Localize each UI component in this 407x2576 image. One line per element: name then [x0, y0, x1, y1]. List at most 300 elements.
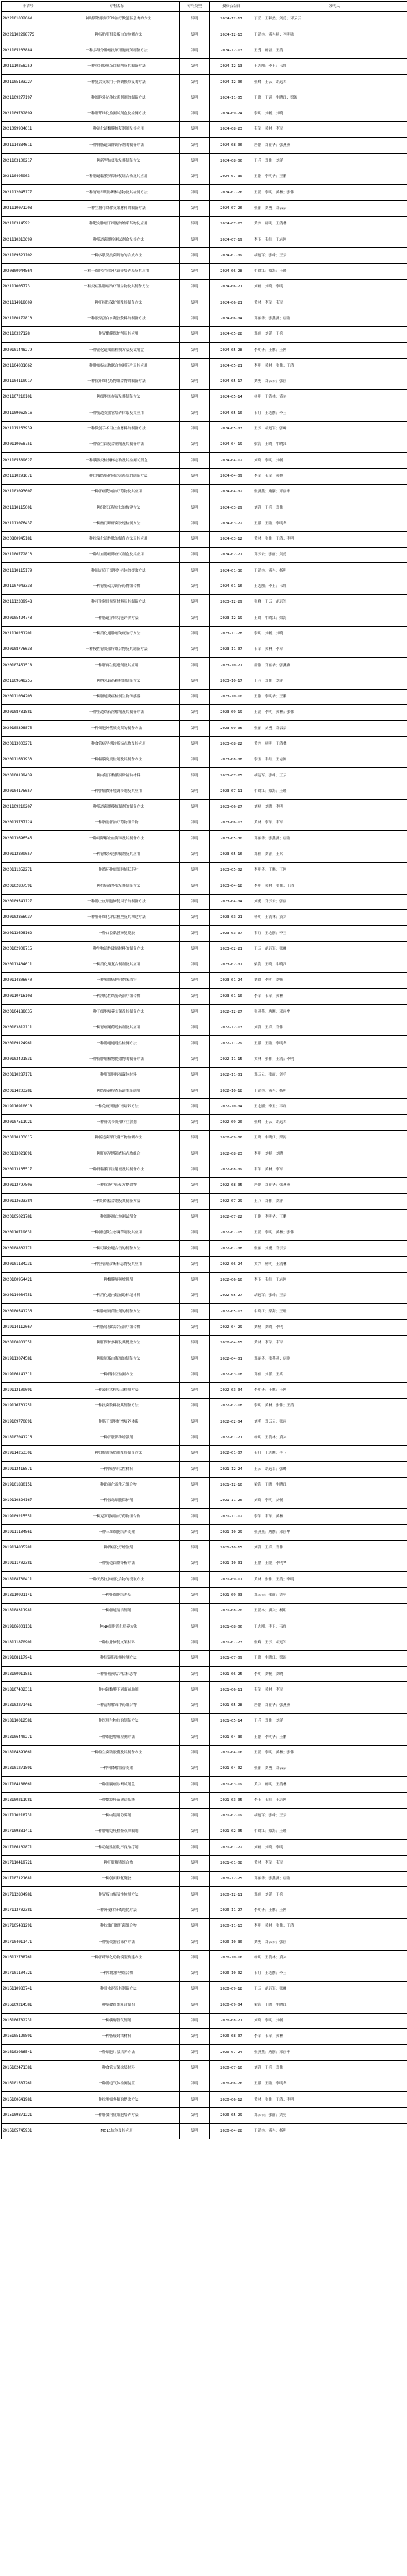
table-row [2, 311, 407, 326]
cell-patent-type: 发明 [180, 1225, 210, 1240]
table-row [2, 75, 407, 90]
cell-patent-name: 一种肠道通透性检测方法 [54, 1036, 180, 1052]
cell-patent-name: 一种膳食纤维复合制剂 [54, 1997, 180, 2013]
cell-inventors: 牛晓江；梁海；王晓 [253, 1304, 407, 1319]
cell-inventors: 黄兴；杨明；王清林 [253, 1257, 407, 1272]
cell-application-no: 2019114263301 [2, 1446, 54, 1462]
cell-grant-date: 2023-11-07 [210, 642, 253, 657]
cell-inventors: 刘畅；刘晓；李明 [253, 280, 407, 295]
cell-patent-type: 发明 [180, 153, 210, 169]
cell-application-no: 2020102866937 [2, 909, 54, 925]
cell-application-no: 2020111004203 [2, 689, 54, 704]
cell-inventors: 张峰；王云；胡远军 [253, 1114, 407, 1130]
table-row [2, 1446, 407, 1462]
cell-application-no: 2017105481291 [2, 1918, 54, 1934]
cell-patent-type: 发明 [180, 1524, 210, 1540]
cell-application-no: 2020100954421 [2, 1272, 54, 1288]
cell-patent-name: 一种抗菌敷料及其制备方法 [54, 1399, 180, 1414]
cell-grant-date: 2021-01-08 [210, 1855, 253, 1871]
table-row [2, 705, 407, 721]
cell-application-no: 2021099934611 [2, 122, 54, 138]
cell-inventors: 刘晓；李明；刘畅 [253, 2013, 407, 2028]
cell-inventors: 张丽；刘勇；邓云云 [253, 721, 407, 736]
cell-patent-type: 发明 [180, 831, 210, 847]
cell-patent-type: 发明 [180, 1446, 210, 1462]
cell-grant-date: 2024-02-27 [210, 548, 253, 563]
cell-application-no: 2017113702381 [2, 1903, 54, 1918]
cell-application-no: 2020107511921 [2, 1114, 54, 1130]
table-row [2, 468, 407, 484]
table-row [2, 1966, 407, 1981]
cell-patent-name: 一种细胞增殖检测方法 [54, 1729, 180, 1745]
cell-inventors: 王云；胡远军；张峰 [253, 421, 407, 437]
table-row [2, 1887, 407, 1903]
table-row [2, 721, 407, 736]
cell-patent-name: 一种胶原蛋白海绵的制备方法 [54, 1351, 180, 1367]
table-row [2, 1430, 407, 1445]
cell-application-no: 2020111681933 [2, 752, 54, 767]
cell-patent-type: 发明 [180, 1020, 210, 1036]
cell-grant-date: 2023-06-13 [210, 815, 253, 831]
cell-patent-name: 一种可吸收缝合线的制备方法 [54, 1241, 180, 1257]
cell-application-no: 2017109381411 [2, 1824, 54, 1840]
table-row [2, 1004, 407, 1020]
cell-grant-date: 2021-09-03 [210, 1587, 253, 1603]
cell-grant-date: 2024-05-21 [210, 358, 253, 374]
cell-application-no: 2020102807591 [2, 878, 54, 894]
cell-patent-name: 一种黏膜疫苗递送系统 [54, 1792, 180, 1808]
cell-application-no: 2021105203884 [2, 43, 54, 58]
cell-inventors: 牛晓江；梁海；王晓 [253, 263, 407, 279]
cell-grant-date: 2022-05-27 [210, 1288, 253, 1304]
table-row [2, 200, 407, 216]
cell-inventors: 李明华；王鹏；王刚 [253, 1382, 407, 1398]
table-row [2, 138, 407, 153]
cell-grant-date: 2024-05-28 [210, 326, 253, 342]
cell-patent-type: 发明 [180, 1493, 210, 1508]
cell-inventors: 王刚；李明华；王鹏 [253, 689, 407, 704]
cell-patent-name: 一种胃癌耐药逆转剂及其应用 [54, 1020, 180, 1036]
cell-grant-date: 2022-01-07 [210, 1446, 253, 1462]
table-row [2, 1997, 407, 2013]
cell-patent-type: 发明 [180, 1052, 210, 1067]
cell-inventors: 刘畅；刘晓；李明 [253, 799, 407, 815]
cell-patent-name: 一种抗纤维化药物组合物的制备方法 [54, 374, 180, 389]
cell-patent-name: 一种可降解止血海绵及其制备方法 [54, 831, 180, 847]
cell-patent-name: 一种胃黏膜保护剂及其应用 [54, 326, 180, 342]
cell-grant-date: 2021-02-19 [210, 1808, 253, 1824]
table-row [2, 326, 407, 342]
cell-patent-type: 发明 [180, 815, 210, 831]
cell-patent-name: 一种胃酸分泌抑制剂及其应用 [54, 847, 180, 862]
table-row [2, 1414, 407, 1430]
cell-patent-type: 发明 [180, 2029, 210, 2045]
cell-application-no: 2021104031062 [2, 358, 54, 374]
table-row [2, 405, 407, 421]
cell-patent-name: 一种黏膜屏障增强剂 [54, 1272, 180, 1288]
cell-patent-name: 一种功能性消化不良治疗剂 [54, 1840, 180, 1855]
table-row [2, 1524, 407, 1540]
cell-application-no: 2017107121681 [2, 1872, 54, 1887]
cell-patent-name: 一种肠道气体检测装置 [54, 2076, 180, 2091]
col-grant-date: 授权公告日 [210, 2, 253, 12]
cell-patent-type: 发明 [180, 75, 210, 90]
table-row [2, 1934, 407, 1950]
cell-application-no: 2021109277197 [2, 90, 54, 106]
cell-patent-name: 一种时滞性胶原纤维治疗微创肠息肉的方法 [54, 12, 180, 27]
table-row [2, 1162, 407, 1177]
table-row [2, 926, 407, 941]
cell-inventors: 王清林；黄兴；杨明 [253, 1603, 407, 1619]
cell-patent-type: 发明 [180, 185, 210, 200]
cell-patent-name: 一种胃肠道菌群调节剂的制备方法 [54, 138, 180, 153]
table-row [2, 1209, 407, 1225]
cell-inventors: 杨明；王清林；黄兴 [253, 909, 407, 925]
cell-grant-date: 2021-04-30 [210, 1729, 253, 1745]
cell-patent-type: 发明 [180, 1667, 210, 1682]
cell-grant-date: 2024-05-14 [210, 390, 253, 405]
cell-grant-date: 2022-04-01 [210, 1351, 253, 1367]
cell-patent-type: 发明 [180, 216, 210, 232]
table-row [2, 768, 407, 784]
cell-application-no: 2020110716108 [2, 989, 54, 1004]
cell-patent-type: 发明 [180, 1319, 210, 1335]
cell-patent-name: 一种可注射骨修复材料及其制备方法 [54, 594, 180, 610]
cell-patent-type: 发明 [180, 736, 210, 752]
table-row [2, 153, 407, 169]
cell-application-no: 2021105103227 [2, 75, 54, 90]
table-row [2, 989, 407, 1004]
cell-inventors: 王云；胡远军；张峰 [253, 1462, 407, 1477]
cell-patent-type: 发明 [180, 626, 210, 642]
cell-grant-date: 2021-10-15 [210, 1540, 253, 1556]
cell-application-no: 2021115253939 [2, 421, 54, 437]
cell-patent-type: 发明 [180, 390, 210, 405]
cell-patent-name: 一种胰酶替代制剂 [54, 2013, 180, 2028]
cell-application-no: 2020102908715 [2, 941, 54, 957]
cell-patent-type: 发明 [180, 1761, 210, 1776]
cell-patent-type: 发明 [180, 1934, 210, 1950]
cell-inventors: 李明；刘畅；刘晓 [253, 626, 407, 642]
cell-application-no: 2020113698162 [2, 926, 54, 941]
table-row [2, 1351, 407, 1367]
cell-patent-type: 发明 [180, 973, 210, 989]
table-row [2, 673, 407, 689]
cell-inventors: 刘畅；刘晓；李明 [253, 1840, 407, 1855]
cell-application-no: 2020112797506 [2, 1177, 54, 1193]
cell-patent-type: 发明 [180, 1587, 210, 1603]
table-row [2, 516, 407, 531]
cell-patent-type: 发明 [180, 1950, 210, 1966]
cell-application-no: 2021114918009 [2, 295, 54, 311]
cell-inventors: 刘勇；邓云云；张丽 [253, 1934, 407, 1950]
cell-patent-name: 一种消化道出血检测方法及试剂盒 [54, 343, 180, 358]
cell-inventors: 王志刚；李玉；韦红 [253, 58, 407, 74]
cell-patent-type: 发明 [180, 2092, 210, 2108]
cell-patent-name: 一种三维细胞培养支架 [54, 1524, 180, 1540]
cell-inventors: 邓伟；刘洋；王兵 [253, 326, 407, 342]
cell-application-no: 2020109124961 [2, 1036, 54, 1052]
cell-application-no: 2020108189439 [2, 768, 54, 784]
cell-application-no: 2021109648255 [2, 673, 54, 689]
cell-patent-type: 发明 [180, 169, 210, 184]
table-row [2, 1099, 407, 1114]
cell-patent-name: 一种消化道肿瘤免疫治疗方法 [54, 626, 180, 642]
cell-patent-name: 一种短链脂肪酸检测方法 [54, 1650, 180, 1666]
cell-application-no: 202110314592 [2, 216, 54, 232]
cell-patent-name: 一种新型抗炎肽及其制备方法 [54, 153, 180, 169]
cell-grant-date: 2023-10-10 [210, 689, 253, 704]
cell-patent-name: 一种多组分肿瘤抗原细胞疫苗制备方法 [54, 43, 180, 58]
cell-grant-date: 2023-02-07 [210, 957, 253, 972]
cell-grant-date: 2023-04-04 [210, 894, 253, 909]
cell-grant-date: 2023-03-07 [210, 926, 253, 941]
table-row [2, 248, 407, 263]
cell-application-no: 2019111134861 [2, 1524, 54, 1540]
table-row [2, 2092, 407, 2108]
cell-grant-date: 2023-12-29 [210, 594, 253, 610]
cell-patent-name: 一种细胞外基质支架的制备方法 [54, 721, 180, 736]
cell-inventors: 王云；胡远军；张峰 [253, 1982, 407, 1997]
cell-application-no: 2019113074581 [2, 1351, 54, 1367]
cell-patent-type: 发明 [180, 106, 210, 121]
table-row [2, 863, 407, 878]
cell-grant-date: 2021-02-05 [210, 1824, 253, 1840]
cell-inventors: 李军；韦军；黄林 [253, 989, 407, 1004]
cell-application-no: 2020108731881 [2, 705, 54, 721]
cell-inventors: 张峰；王云；胡远军 [253, 594, 407, 610]
cell-grant-date: 2021-08-20 [210, 1603, 253, 1619]
cell-inventors: 张丽；刘勇；邓云云 [253, 1241, 407, 1257]
table-row [2, 658, 407, 673]
cell-patent-type: 发明 [180, 1414, 210, 1430]
cell-application-no: 2020103812111 [2, 1020, 54, 1036]
table-row [2, 2013, 407, 2028]
table-row [2, 1335, 407, 1351]
cell-inventors: 王晓；牛晓江；梁海 [253, 610, 407, 626]
cell-inventors: 刘洋；王兵；邓伟 [253, 1020, 407, 1036]
cell-grant-date: 2021-01-22 [210, 1840, 253, 1855]
cell-grant-date: 2022-03-04 [210, 1382, 253, 1398]
cell-inventors: 张燕燕；唐刚；邓丽华 [253, 484, 407, 500]
patent-table [1, 1, 407, 2139]
cell-inventors: 王清林；黄兴；杨明 [253, 1083, 407, 1099]
table-row [2, 1114, 407, 1130]
table-row [2, 1824, 407, 1840]
cell-patent-type: 发明 [180, 1462, 210, 1477]
cell-patent-type: 发明 [180, 122, 210, 138]
cell-patent-type: 发明 [180, 689, 210, 704]
cell-inventors: 杨明；王清林；黄兴 [253, 390, 407, 405]
cell-grant-date: 2020-06-12 [210, 2092, 253, 2108]
cell-patent-type: 发明 [180, 453, 210, 468]
cell-application-no: 2019109215551 [2, 1509, 54, 1524]
cell-grant-date: 2023-04-18 [210, 878, 253, 894]
cell-patent-type: 发明 [180, 721, 210, 736]
cell-grant-date: 2020-04-28 [210, 2123, 253, 2139]
cell-application-no: 2019101880151 [2, 1477, 54, 1493]
cell-patent-name: 一种多肽类抗菌药物的合成方法 [54, 248, 180, 263]
cell-grant-date: 2024-01-30 [210, 563, 253, 579]
cell-grant-date: 2020-09-04 [210, 1997, 253, 2013]
cell-application-no: 2019112109091 [2, 1382, 54, 1398]
cell-inventors: 韦军；黄林；李军 [253, 122, 407, 138]
cell-inventors: 韦军；黄林；李军 [253, 642, 407, 657]
cell-patent-type: 发明 [180, 138, 210, 153]
cell-patent-type: 发明 [180, 1067, 210, 1083]
cell-application-no: 2018110921141 [2, 1587, 54, 1603]
cell-patent-name: 一种肿瘤微环境调节剂及其应用 [54, 784, 180, 799]
cell-application-no: 202110327128 [2, 326, 54, 342]
table-row [2, 1682, 407, 1698]
table-row [2, 1462, 407, 1477]
table-row [2, 815, 407, 831]
cell-grant-date: 2022-10-18 [210, 1083, 253, 1099]
cell-patent-name: 一种口腔护理组合物 [54, 1966, 180, 1981]
cell-inventors: 张丽；刘勇；邓云云 [253, 1761, 407, 1776]
cell-grant-date: 2023-10-17 [210, 673, 253, 689]
cell-patent-type: 发明 [180, 326, 210, 342]
table-row [2, 43, 407, 58]
cell-inventors: 李玉；韦红；王志刚 [253, 1272, 407, 1288]
table-row [2, 957, 407, 972]
cell-inventors: 胡远军；张峰；王云 [253, 1808, 407, 1824]
table-row [2, 106, 407, 121]
cell-patent-type: 发明 [180, 1304, 210, 1319]
cell-inventors: 韦红；王志刚；李玉 [253, 926, 407, 941]
cell-grant-date: 2024-12-13 [210, 43, 253, 58]
cell-application-no: 2021110261201 [2, 626, 54, 642]
cell-patent-name: 一种可降解血管支架 [54, 1761, 180, 1776]
header-row [2, 2, 407, 12]
cell-inventors: 邓云云；张丽；刘勇 [253, 1587, 407, 1603]
table-row [2, 1399, 407, 1414]
cell-grant-date: 2021-11-12 [210, 1509, 253, 1524]
cell-grant-date: 2020-07-24 [210, 2045, 253, 2060]
cell-patent-type: 发明 [180, 1698, 210, 1713]
cell-inventors: 李明；黄林；张伟；王清 [253, 358, 407, 374]
cell-patent-name: 一种口腔黏膜修复凝胶 [54, 926, 180, 941]
cell-patent-type: 发明 [180, 1997, 210, 2013]
cell-grant-date: 2023-01-24 [210, 973, 253, 989]
cell-inventors: 唐刚；邓丽华；张燕燕 [253, 1177, 407, 1193]
cell-patent-name: 一种抗肿瘤多糖的提取方法 [54, 2092, 180, 2108]
table-header [2, 2, 407, 12]
cell-application-no: 2021103100217 [2, 153, 54, 169]
cell-grant-date: 2022-07-15 [210, 1225, 253, 1240]
cell-patent-name: 一种益生菌复合制剂及其制备方法 [54, 437, 180, 453]
cell-application-no: 2020113003271 [2, 736, 54, 752]
cell-grant-date: 2020-10-02 [210, 1966, 253, 1981]
table-row [2, 1477, 407, 1493]
cell-grant-date: 2020-11-27 [210, 1903, 253, 1918]
cell-patent-type: 发明 [180, 263, 210, 279]
cell-patent-type: 发明 [180, 1808, 210, 1824]
cell-patent-type: 发明 [180, 2108, 210, 2123]
table-row [2, 1304, 407, 1319]
cell-patent-type: 发明 [180, 12, 210, 27]
cell-patent-name: 一种组织工程皮肤的构建方法 [54, 500, 180, 516]
cell-inventors: 邓丽华；张燕燕；唐刚 [253, 311, 407, 326]
table-row [2, 421, 407, 437]
cell-application-no: 2020105398875 [2, 721, 54, 736]
cell-application-no: 2019109770891 [2, 1414, 54, 1430]
cell-grant-date: 2021-07-09 [210, 1650, 253, 1666]
cell-inventors: 王兵；邓伟；刘洋 [253, 153, 407, 169]
cell-grant-date: 2023-12-19 [210, 610, 253, 626]
cell-inventors: 张丽；刘勇；邓云云 [253, 200, 407, 216]
cell-inventors: 杨明；王清林；黄兴 [253, 1430, 407, 1445]
cell-grant-date: 2021-03-05 [210, 1792, 253, 1808]
cell-patent-name: 一种胃肠动力调节药物组合物 [54, 579, 180, 594]
cell-grant-date: 2024-12-13 [210, 58, 253, 74]
cell-inventors: 刘洋；王兵；邓伟 [253, 2060, 407, 2076]
cell-patent-type: 发明 [180, 2013, 210, 2028]
cell-inventors: 张峰；王云；胡远军 [253, 75, 407, 90]
cell-patent-name: 一种肝保护多糖及其提取方法 [54, 1335, 180, 1351]
cell-patent-name: 一种胆管癌诊断标志物及其应用 [54, 1257, 180, 1272]
cell-patent-type: 发明 [180, 232, 210, 248]
cell-application-no: 2019114805281 [2, 1540, 54, 1556]
cell-patent-type: 发明 [180, 200, 210, 216]
cell-patent-name: 一种肠道菌群检测试剂盒及其方法 [54, 232, 180, 248]
cell-grant-date: 2024-12-06 [210, 75, 253, 90]
cell-patent-type: 发明 [180, 1572, 210, 1587]
table-row [2, 736, 407, 752]
cell-inventors: 张燕燕；唐刚；邓丽华 [253, 1524, 407, 1540]
cell-application-no: 2020110719031 [2, 1225, 54, 1240]
cell-application-no: 2019112416871 [2, 1462, 54, 1477]
cell-inventors: 李军；韦军；黄林 [253, 468, 407, 484]
cell-application-no: 2020101448279 [2, 343, 54, 358]
cell-patent-type: 发明 [180, 421, 210, 437]
cell-grant-date: 2021-03-19 [210, 1777, 253, 1792]
table-row [2, 626, 407, 642]
cell-grant-date: 2020-12-25 [210, 1872, 253, 1887]
table-row [2, 2076, 407, 2091]
table-row [2, 216, 407, 232]
cell-patent-name: 一种肝再生促进剂及其应用 [54, 658, 180, 673]
cell-patent-type: 发明 [180, 405, 210, 421]
cell-patent-name: 一种细胞冻存液及其制备方法 [54, 390, 180, 405]
cell-patent-type: 发明 [180, 43, 210, 58]
cell-patent-name: 一种助消化益生元组合物 [54, 1477, 180, 1493]
cell-inventors: 杨明；王清林；黄兴 [253, 1950, 407, 1966]
cell-patent-type: 发明 [180, 1824, 210, 1840]
table-row [2, 1131, 407, 1146]
cell-grant-date: 2022-06-24 [210, 1257, 253, 1272]
cell-application-no: 2018107041216 [2, 1430, 54, 1445]
table-row [2, 531, 407, 547]
cell-grant-date: 2021-10-01 [210, 1556, 253, 1572]
cell-inventors: 李明；刘畅；刘晓 [253, 106, 407, 121]
table-row [2, 1698, 407, 1713]
cell-patent-name: 一种克罗恩病治疗药物组合物 [54, 1509, 180, 1524]
cell-application-no: 2021107210101 [2, 390, 54, 405]
cell-patent-name: 一种生物活性玻璃材料的制备方法 [54, 941, 180, 957]
cell-patent-name: 一种细胞凋亡检测试剂盒 [54, 1209, 180, 1225]
cell-patent-type: 发明 [180, 563, 210, 579]
cell-patent-name: 一种生物可降解支架材料的制备方法 [54, 200, 180, 216]
cell-application-no: 2019106001131 [2, 1619, 54, 1635]
cell-inventors: 黄林；张伟；王清；李明 [253, 2092, 407, 2108]
table-row [2, 1950, 407, 1966]
cell-patent-name: 一种抗病毒多肽及其制备方法 [54, 878, 180, 894]
cell-inventors: 王鹏；王刚；李明华 [253, 1556, 407, 1572]
cell-patent-type: 发明 [180, 1335, 210, 1351]
cell-grant-date: 2022-11-15 [210, 1052, 253, 1067]
cell-patent-type: 发明 [180, 2060, 210, 2076]
